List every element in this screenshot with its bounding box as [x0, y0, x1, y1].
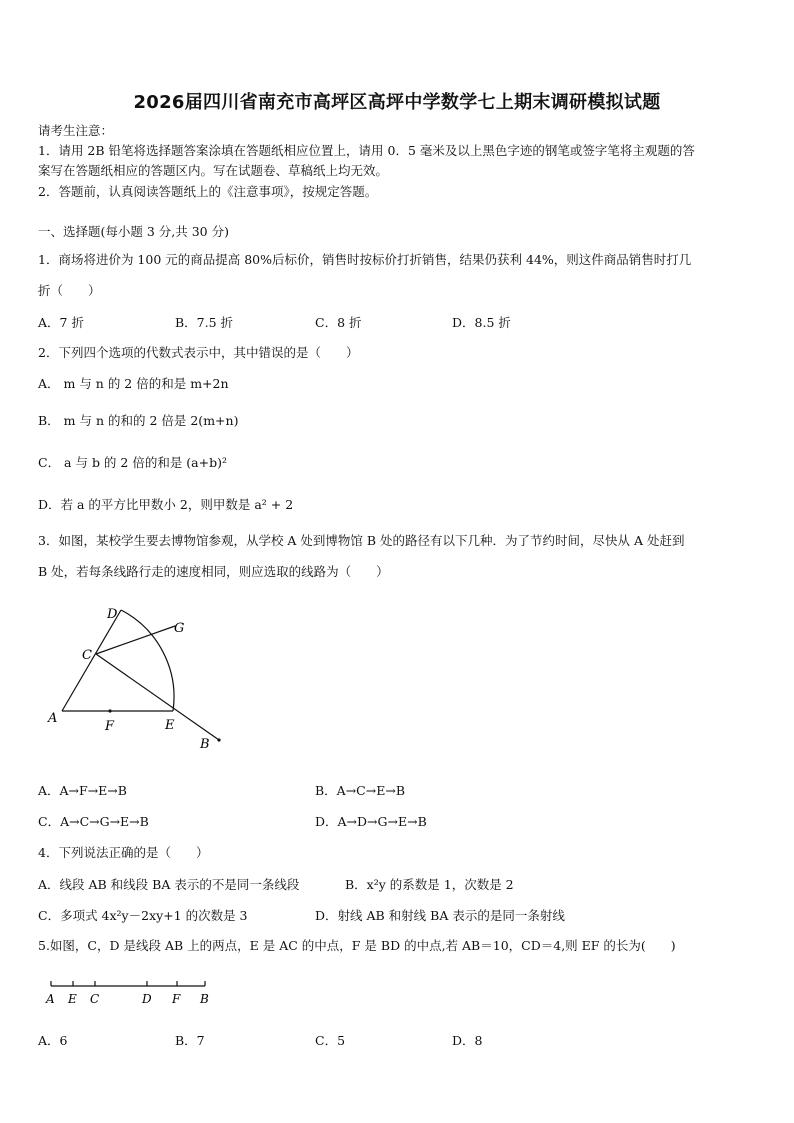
arc-dge: [121, 610, 174, 711]
q1-option-b: B．7.5 折: [175, 315, 234, 330]
q1-option-a: A．7 折: [38, 315, 84, 330]
q3-route-diagram: [40, 598, 240, 758]
label-f: F: [105, 719, 115, 734]
label-e: E: [165, 718, 175, 733]
q3-stem-line-1: 3．如图，某校学生要去博物馆参观，从学校 A 处到博物馆 B 处的路径有以下几种．为了节约时间，尽快从 A 处赶到: [38, 533, 685, 548]
label-c: C: [90, 992, 100, 1006]
q3-option-a: A．A→F→E→B: [38, 783, 127, 798]
page-title: 2026届四川省南充市高坪区高坪中学数学七上期末调研模拟试题: [133, 92, 661, 113]
q2-option-c: [38, 453, 227, 471]
q2-option-d: [38, 495, 293, 513]
q5-option-b: B．7: [175, 1033, 205, 1048]
label-d: D: [142, 992, 152, 1006]
segment-cg: [96, 626, 175, 654]
q2-option-c-prefix: C．: [38, 455, 61, 470]
q2-option-a-text: m 与 n 的 2 倍的和是 m+2n: [59, 376, 229, 391]
q4-option-b: B．x²y 的系数是 1，次数是 2: [345, 877, 514, 892]
q3-stem-line-2: B 处，若每条线路行走的速度相同，则应选取的线路为（ ）: [38, 564, 389, 579]
point-b: [217, 738, 220, 741]
q2-stem: 2．下列四个选项的代数式表示中，其中错误的是（ ）: [38, 345, 359, 360]
q5-option-c: C．5: [315, 1033, 346, 1048]
q1-option-c: C．8 折: [315, 315, 362, 330]
q1-option-d: D．8.5 折: [452, 315, 511, 330]
q2-option-b: [38, 411, 238, 429]
q2-option-b-text: m 与 n 的和的 2 倍是 2(m+n): [59, 413, 239, 428]
label-f: F: [172, 992, 181, 1006]
label-d: D: [107, 607, 118, 622]
label-a: A: [46, 992, 55, 1006]
q3-option-b: B．A→C→E→B: [315, 783, 406, 798]
segment-cb: [96, 654, 219, 740]
q2-option-a: [38, 374, 229, 392]
q2-option-d-text: 若 a 的平方比甲数小 2，则甲数是 a² + 2: [60, 497, 294, 512]
q2-option-d-prefix: D．: [38, 497, 61, 512]
q3-option-d: D．A→D→G→E→B: [315, 814, 427, 829]
section-heading: 一、选择题(每小题 3 分,共 30 分): [38, 224, 229, 239]
q5-segment-diagram: [40, 976, 220, 1012]
notice-item-1-line-2: 案写在答题纸相应的答题区内。写在试题卷、草稿纸上均无效。: [38, 163, 389, 178]
label-g: G: [174, 621, 185, 636]
label-b: B: [200, 992, 209, 1006]
label-a: A: [48, 711, 58, 726]
q4-option-d: D．射线 AB 和射线 BA 表示的是同一条射线: [315, 908, 565, 923]
q5-stem: 5.如图，C，D 是线段 AB 上的两点，E 是 AC 的中点，F 是 BD 的中点,若 AB＝10，CD＝4,则 EF 的长为( ): [38, 938, 676, 953]
q4-option-c: C．多项式 4x²y－2xy+1 的次数是 3: [38, 908, 248, 923]
label-c: C: [82, 648, 92, 663]
label-e: E: [68, 992, 77, 1006]
q2-option-c-text: a 与 b 的 2 倍的和是 (a+b)²: [60, 455, 227, 470]
notice-item-1-line-1: 1．请用 2B 铅笔将选择题答案涂填在答题纸相应位置上，请用 0．5 毫米及以上黑色字迹的钢笔或签字笔将主观题的答: [38, 143, 695, 158]
notice-item-2: 2．答题前，认真阅读答题纸上的《注意事项》，按规定答题。: [38, 184, 378, 199]
q4-stem: 4．下列说法正确的是（ ）: [38, 845, 209, 860]
q5-option-d: D．8: [452, 1033, 483, 1048]
q1-stem-line-2: 折（ ）: [38, 283, 101, 298]
label-b: B: [200, 737, 210, 752]
q2-option-a-prefix: A．: [38, 376, 60, 391]
q4-option-a: A．线段 AB 和线段 BA 表示的不是同一条线段: [38, 877, 300, 892]
q1-stem-line-1: 1．商场将进价为 100 元的商品提高 80%后标价，销售时按标价打折销售，结果仍获利 44%，则这件商品销售时打几: [38, 252, 692, 267]
q2-option-b-prefix: B．: [38, 413, 60, 428]
q3-option-c: C．A→C→G→E→B: [38, 814, 149, 829]
notice-heading: 请考生注意：: [38, 123, 114, 138]
point-f: [108, 709, 111, 712]
q5-option-a: A．6: [38, 1033, 68, 1048]
